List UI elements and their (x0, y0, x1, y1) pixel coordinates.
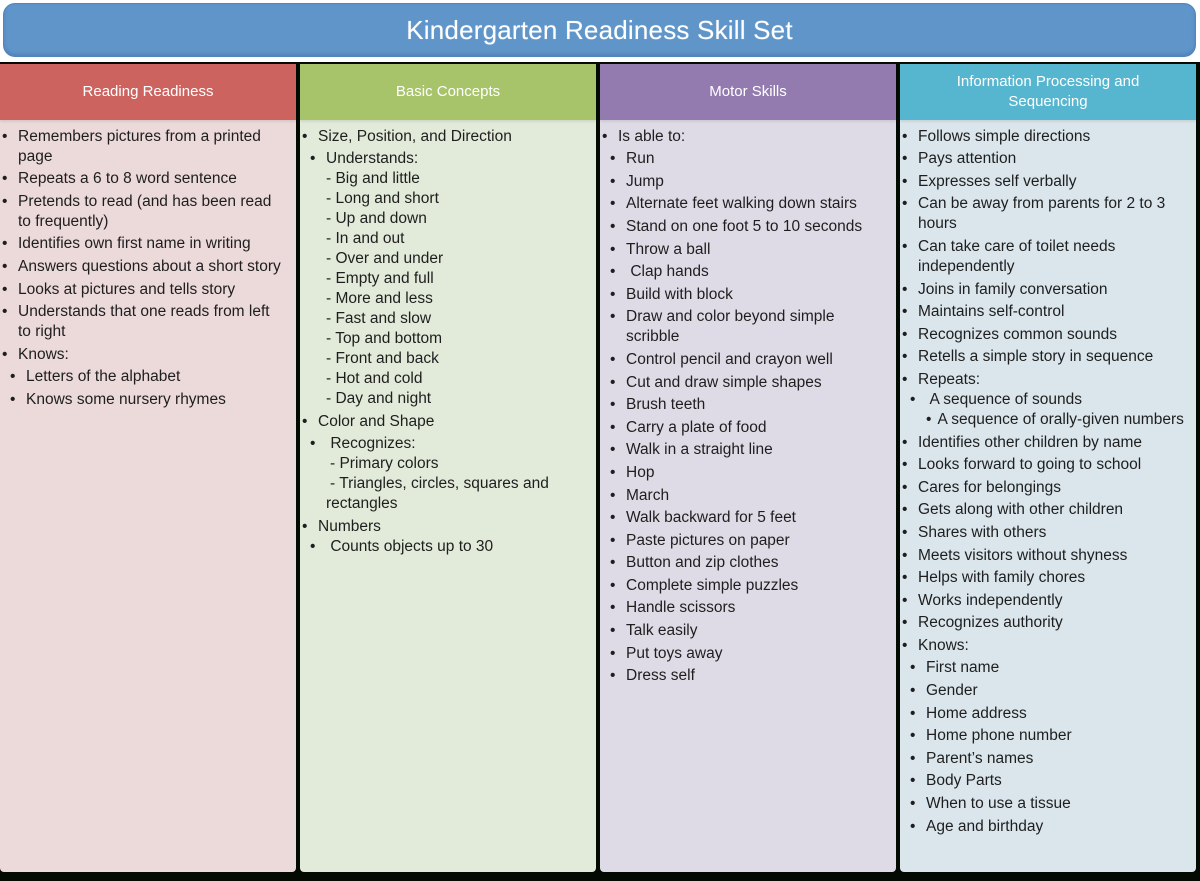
column-body-reading-readiness (0, 120, 296, 872)
column-header-motor-skills (600, 64, 896, 120)
column-title: Reading Readiness (82, 83, 214, 100)
bullet-icon: • (310, 537, 316, 555)
list-subitem: • Counts objects up to 30 (310, 537, 494, 555)
bullet-icon: • (610, 554, 616, 572)
list-item: • Identifies other children by name (902, 433, 1143, 451)
column-header-basic-concepts (300, 64, 596, 120)
list-item: • Pays attention (902, 150, 1017, 168)
list-dash-item: - Up and down (326, 210, 427, 228)
list-subitem: • Button and zip clothes (610, 554, 779, 572)
list-item: • Maintains self-control (902, 303, 1065, 321)
list-dash-item: - Hot and cold (326, 370, 423, 388)
bullet-icon: • (610, 217, 616, 235)
bullet-icon: • (610, 285, 616, 303)
bullet-icon: • (310, 150, 316, 168)
bullet-icon: • (610, 509, 616, 527)
column-header-information-processing (900, 64, 1196, 120)
bullet-icon: • (910, 749, 916, 767)
column-header-reading-readiness (0, 64, 296, 120)
list-item: • Recognizes common sounds (902, 325, 1118, 343)
list-subitem: • Recognizes: (310, 435, 416, 453)
bullet-icon: • (610, 576, 616, 594)
bullet-icon: • (610, 263, 616, 281)
column-body-information-processing (900, 120, 1196, 872)
list-item: • Cares for belongings (902, 478, 1062, 496)
list-dash-item: - Top and bottom (326, 330, 443, 348)
bullet-icon: • (2, 345, 8, 363)
list-item: • Color and Shape (302, 412, 435, 430)
bullet-icon: • (902, 348, 908, 366)
bullet-icon: • (902, 569, 908, 587)
bullet-icon: • (610, 418, 616, 436)
bullet-icon: • (910, 817, 916, 835)
bullet-icon: • (910, 659, 916, 677)
list-item: • Repeats a 6 to 8 word sentence (2, 170, 237, 188)
list-item: • Expresses self verbally (902, 172, 1077, 190)
bullet-icon: • (602, 127, 608, 145)
bullet-icon: • (610, 240, 616, 258)
bullet-icon: • (2, 303, 8, 321)
list-subitem: • Carry a plate of food (610, 418, 767, 436)
bullet-icon: • (902, 478, 908, 496)
bullet-icon: • (902, 636, 908, 654)
list-subitem: • Age and birthday (910, 817, 1044, 835)
list-dash-item: - Over and under (326, 250, 444, 268)
list-subitem: • Cut and draw simple shapes (610, 373, 822, 391)
list-item: • Remembers pictures from a printed page (2, 127, 261, 165)
bullet-icon: • (902, 591, 908, 609)
bullet-icon: • (302, 127, 308, 145)
list-item: • Helps with family chores (902, 569, 1086, 587)
bullet-icon: • (910, 682, 916, 700)
list-subitem: • When to use a tissue (910, 795, 1071, 813)
bullet-icon: • (2, 127, 8, 145)
bullet-icon: • (610, 373, 616, 391)
list-subitem: • Complete simple puzzles (610, 576, 799, 594)
list-item: • Knows: (2, 345, 69, 363)
list-dash-item: - Big and little (326, 170, 420, 188)
bullet-icon: • (910, 795, 916, 813)
list-subitem: • Letters of the alphabet (10, 368, 181, 386)
list-dash-item: - Triangles, circles, squares and rectangles (326, 475, 549, 513)
bullet-icon: • (610, 195, 616, 213)
list-subitem: • First name (910, 659, 1000, 677)
list-item: • Retells a simple story in sequence (902, 348, 1154, 366)
column-body-motor-skills (600, 120, 896, 872)
column-basic-concepts (300, 64, 596, 872)
list-item: • Follows simple directions (902, 127, 1091, 145)
bullet-icon: • (610, 463, 616, 481)
list-item: • Knows: (902, 636, 969, 654)
list-subitem: • Talk easily (610, 622, 698, 640)
column-title: Basic Concepts (395, 83, 501, 100)
list-dash-item: - Long and short (326, 190, 439, 208)
bullet-icon: • (610, 172, 616, 190)
list-subitem: • Gender (910, 682, 978, 700)
list-subitem: • Parent’s names (910, 749, 1034, 767)
list-item: • Shares with others (902, 523, 1047, 541)
list-subitem: • Run (610, 150, 655, 168)
list-subitem: • Brush teeth (610, 396, 706, 414)
bullet-icon: • (10, 390, 16, 408)
column-title: Information Processing and Sequencing (956, 73, 1140, 110)
bullet-icon: • (902, 127, 908, 145)
list-subitem: • Hop (610, 463, 655, 481)
list-subitem: • Understands: (310, 150, 419, 168)
bullet-icon: • (610, 667, 616, 685)
bullet-icon: • (902, 325, 908, 343)
list-subitem: • Home address (910, 704, 1027, 722)
list-subitem: • Throw a ball (610, 240, 711, 258)
bullet-icon: • (610, 622, 616, 640)
list-subitem: • Paste pictures on paper (610, 531, 790, 549)
list-subitem: • Draw and color beyond simple scribble (610, 308, 835, 346)
list-subitem: • A sequence of orally-given numbers (926, 410, 1184, 428)
column-title: Motor Skills (709, 83, 787, 100)
column-reading-readiness (0, 64, 296, 872)
bullet-icon: • (310, 435, 316, 453)
list-item: • Recognizes authority (902, 614, 1063, 632)
bullet-icon: • (902, 195, 908, 213)
list-item: • Can take care of toilet needs independently (902, 237, 1116, 275)
list-item: • Looks at pictures and tells story (2, 280, 236, 298)
bullet-icon: • (910, 727, 916, 745)
page-title: Kindergarten Readiness Skill Set (406, 14, 793, 45)
list-subitem: • Handle scissors (610, 599, 736, 617)
title-banner-frame (0, 0, 1200, 62)
bullet-icon: • (902, 501, 908, 519)
bullet-icon: • (902, 523, 908, 541)
list-subitem: • Body Parts (910, 772, 1002, 790)
bullet-icon: • (902, 433, 908, 451)
bullet-icon: • (610, 150, 616, 168)
list-dash-item: - Primary colors (330, 455, 439, 473)
list-item: • Repeats: (902, 370, 981, 388)
column-information-processing (900, 64, 1196, 872)
bullet-icon: • (10, 368, 16, 386)
list-subitem: • Walk backward for 5 feet (610, 509, 796, 527)
bullet-icon: • (902, 614, 908, 632)
list-subitem: • Control pencil and crayon well (610, 350, 833, 368)
bullet-icon: • (902, 150, 908, 168)
list-subitem: • Stand on one foot 5 to 10 seconds (610, 217, 863, 235)
list-dash-item: - More and less (326, 290, 433, 308)
list-subitem: • Home phone number (910, 727, 1072, 745)
bullet-icon: • (610, 308, 616, 326)
list-dash-item: - Front and back (326, 350, 439, 368)
bullet-icon: • (902, 280, 908, 298)
bullet-icon: • (610, 396, 616, 414)
list-subitem: • A sequence of sounds (910, 390, 1082, 408)
list-subitem: • Clap hands (610, 263, 709, 281)
list-subitem: • Build with block (610, 285, 733, 303)
bullet-icon: • (2, 170, 8, 188)
bullet-icon: • (610, 531, 616, 549)
list-subitem: • March (610, 486, 670, 504)
bullet-icon: • (610, 599, 616, 617)
bullet-icon: • (2, 257, 8, 275)
bullet-icon: • (926, 410, 932, 428)
bullet-icon: • (610, 441, 616, 459)
list-subitem: • Dress self (610, 667, 695, 685)
list-item: • Identifies own first name in writing (2, 235, 251, 253)
bullet-icon: • (302, 412, 308, 430)
list-subitem: • Knows some nursery rhymes (10, 390, 226, 408)
list-dash-item: - Fast and slow (326, 310, 432, 328)
list-dash-item: - Empty and full (326, 270, 434, 288)
list-item: • Is able to: (602, 127, 686, 145)
column-motor-skills (600, 64, 896, 872)
bullet-icon: • (610, 350, 616, 368)
list-item: • Pretends to read (and has been read to frequently) (2, 192, 272, 230)
list-item: • Gets along with other children (902, 501, 1124, 519)
bullet-icon: • (902, 303, 908, 321)
list-item: • Size, Position, and Direction (302, 127, 512, 145)
bullet-icon: • (910, 772, 916, 790)
list-item: • Looks forward to going to school (902, 456, 1142, 474)
list-item: • Meets visitors without shyness (902, 546, 1128, 564)
list-item: • Answers questions about a short story (2, 257, 281, 275)
bullet-icon: • (302, 517, 308, 535)
list-item: • Works independently (902, 591, 1063, 609)
title-banner (3, 3, 1196, 57)
bullet-icon: • (902, 172, 908, 190)
bullet-icon: • (910, 390, 916, 408)
column-body-basic-concepts (300, 120, 596, 872)
bullet-icon: • (2, 235, 8, 253)
list-dash-item: - Day and night (326, 390, 432, 408)
bullet-icon: • (902, 456, 908, 474)
list-subitem: • Alternate feet walking down stairs (610, 195, 857, 213)
bullet-icon: • (2, 280, 8, 298)
list-item: • Joins in family conversation (902, 280, 1108, 298)
bullet-icon: • (902, 370, 908, 388)
bullet-icon: • (902, 546, 908, 564)
bullet-icon: • (610, 644, 616, 662)
bullet-icon: • (2, 192, 8, 210)
bullet-icon: • (902, 237, 908, 255)
list-subitem: • Put toys away (610, 644, 723, 662)
list-item: • Can be away from parents for 2 to 3 hours (902, 195, 1166, 233)
list-subitem: • Jump (610, 172, 664, 190)
bullet-icon: • (610, 486, 616, 504)
bullet-icon: • (910, 704, 916, 722)
list-item: • Numbers (302, 517, 381, 535)
list-dash-item: - In and out (326, 230, 405, 248)
list-subitem: • Walk in a straight line (610, 441, 773, 459)
list-item: • Understands that one reads from left to right (2, 303, 270, 341)
